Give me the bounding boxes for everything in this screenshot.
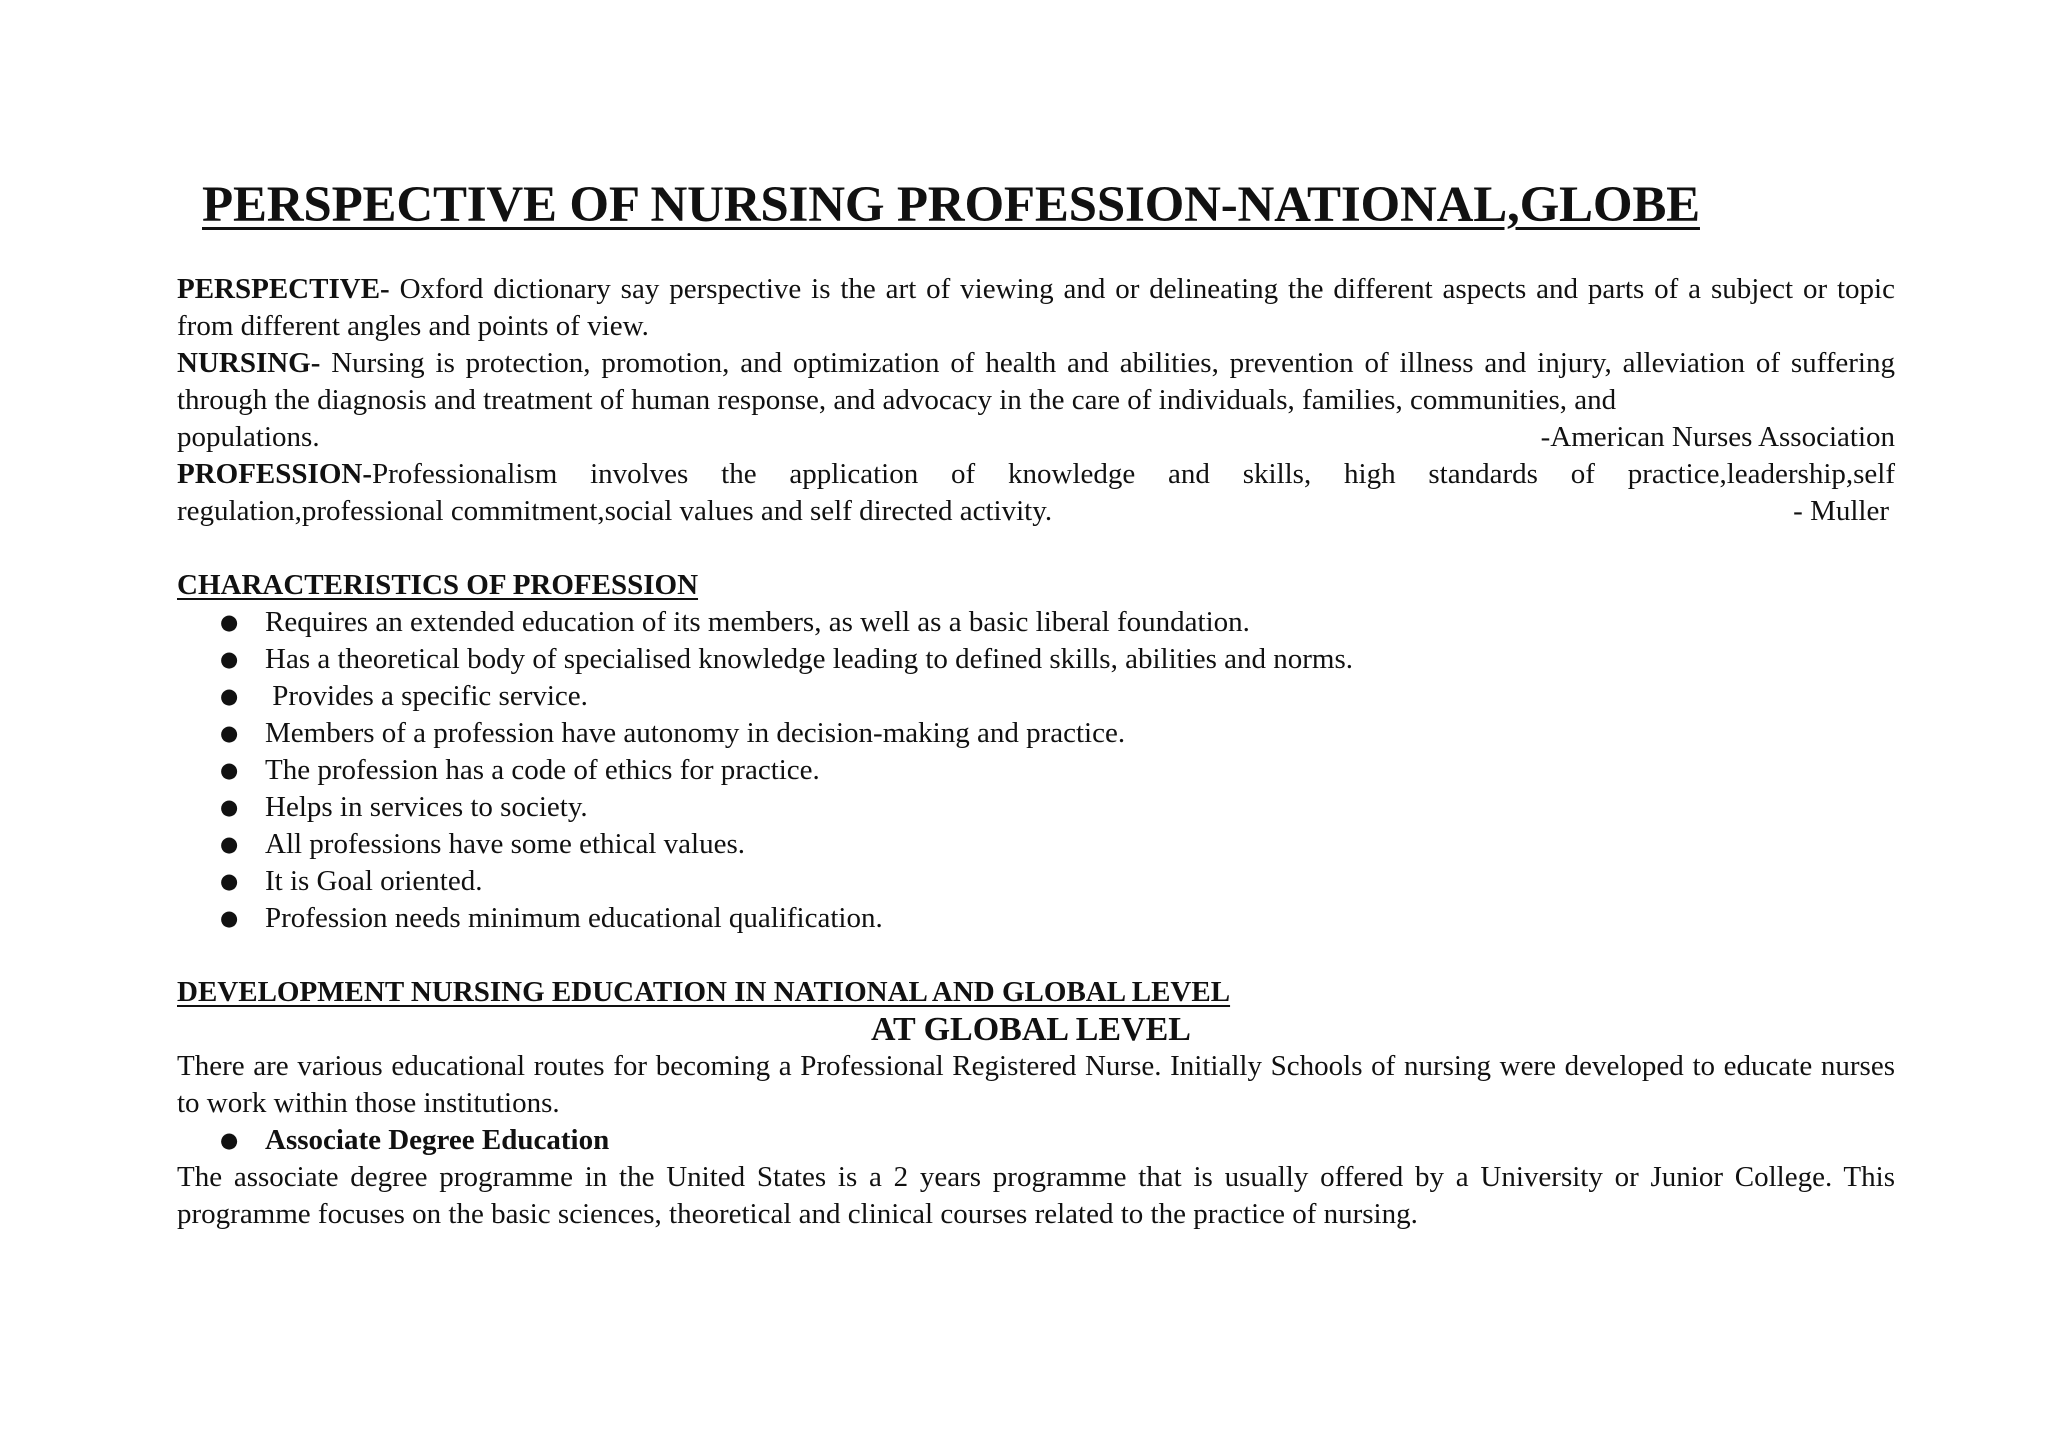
development-heading: DEVELOPMENT NURSING EDUCATION IN NATIONAL AND GLOBAL LEVEL: [177, 976, 1231, 1008]
list-item: ● Provides a specific service.: [265, 678, 1895, 715]
spacer: [177, 530, 1895, 567]
associate-degree-description: The associate degree programme in the United States is a 2 years programme that is usually offered by a University or Junior College. This programme focuses on the basic sciences, theoretical and clinical courses related to the practice of nursing.: [177, 1161, 1895, 1230]
nursing-last-line: populations.: [177, 421, 320, 453]
list-item: ● All professions have some ethical values.: [265, 826, 1895, 863]
characteristics-heading: CHARACTERISTICS OF PROFESSION: [177, 569, 699, 601]
document-body: [177, 271, 1895, 1233]
list-item: ● Requires an extended education of its members, as well as a basic liberal foundation.: [265, 604, 1895, 641]
list-item: ● Helps in services to society.: [265, 789, 1895, 826]
characteristics-list: [177, 604, 1895, 937]
profession-definition: [177, 456, 1895, 493]
development-intro: There are various educational routes for becoming a Professional Registered Nurse. Initially Schools of nursing were developed to educate nurses to work within those institutions.: [177, 1050, 1895, 1119]
perspective-text: Oxford dictionary say perspective is the art of viewing and or delineating the different aspects and parts of a subject or topic from different angles and points of view.: [177, 273, 1895, 342]
spacer: [177, 937, 1895, 974]
nursing-attribution-line: [177, 419, 1895, 456]
list-item: ● Profession needs minimum educational qualification.: [265, 900, 1895, 937]
profession-attribution-line: [177, 493, 1895, 530]
list-item: ● Has a theoretical body of specialised knowledge leading to defined skills, abilities and norms.: [265, 641, 1895, 678]
perspective-definition: [177, 271, 1895, 345]
nursing-definition: [177, 345, 1895, 419]
list-item: ● Members of a profession have autonomy in decision-making and practice.: [265, 715, 1895, 752]
nursing-text: Nursing is protection, promotion, and optimization of health and abilities, prevention of illness and injury, alleviation of suffering through the diagnosis and treatment of human response, and advocacy in the care of individuals, families, communities, and: [177, 347, 1895, 416]
profession-text: Professionalism involves the application of knowledge and skills, high standards of practice,leadership,self: [371, 458, 1895, 490]
list-item: ● It is Goal oriented.: [265, 863, 1895, 900]
list-item: ● Associate Degree Education: [265, 1122, 1895, 1159]
profession-attribution: - Muller: [1793, 495, 1889, 527]
profession-term: PROFESSION-: [177, 458, 372, 490]
list-item: ● The profession has a code of ethics for practice.: [265, 752, 1895, 789]
nursing-term: NURSING-: [177, 347, 321, 379]
education-route-list: [177, 1122, 1895, 1159]
global-level-subheading: AT GLOBAL LEVEL: [871, 1011, 1191, 1048]
perspective-term: PERSPECTIVE-: [177, 273, 390, 305]
page-title: PERSPECTIVE OF NURSING PROFESSION-NATIONAL,GLOBE: [202, 177, 1700, 233]
nursing-attribution: -American Nurses Association: [1540, 421, 1895, 453]
profession-last-line: regulation,professional commitment,social values and self directed activity.: [177, 495, 1053, 527]
